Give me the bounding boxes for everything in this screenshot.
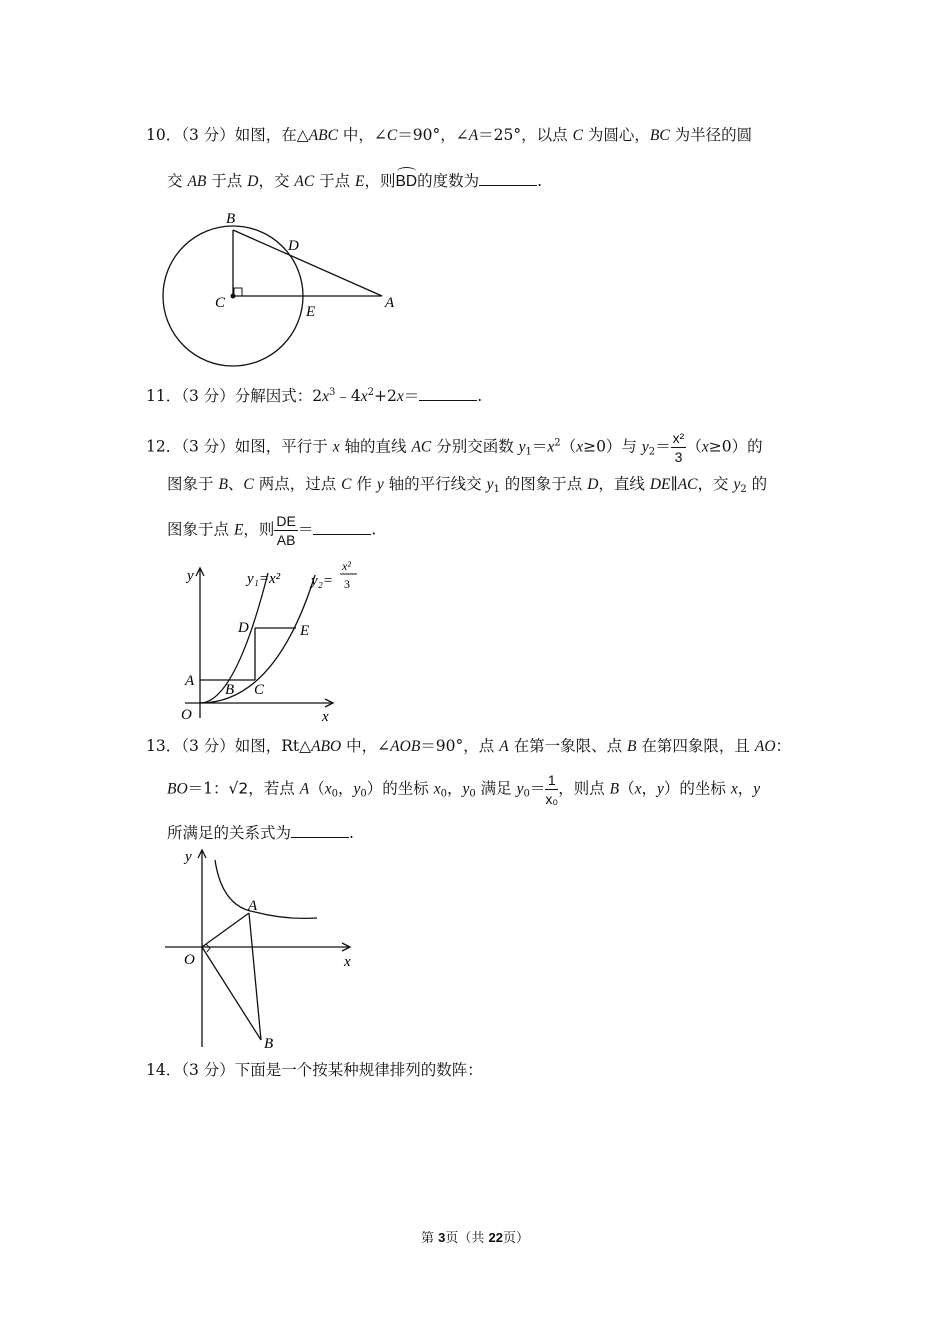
- label-c: C: [215, 295, 226, 311]
- q13-figure-hyperbola: [160, 842, 360, 1052]
- label-x: x: [344, 954, 351, 970]
- q12-line-2: 图象于 B、C 两点，过点 C 作 y 轴的平行线交 $y_1$ 的图象于点 D，直线 DE∥AC，交 $y_2$ 的: [167, 475, 768, 495]
- page-number: 3: [438, 1230, 446, 1245]
- label-a: A: [385, 295, 395, 311]
- fraction-de-over-ab: $\frac{DE}{AB}$: [276, 513, 296, 548]
- label-o: O: [184, 952, 195, 968]
- curve-hyperbola: [215, 860, 317, 918]
- label-e: E: [300, 623, 310, 639]
- label-e: E: [306, 304, 316, 320]
- fraction-x2-over-3: $\frac{\text{x²}}{3}$: [672, 430, 685, 465]
- segment-ab: [249, 913, 261, 1040]
- label-d: D: [238, 620, 249, 636]
- arc-bd: BD: [396, 171, 418, 193]
- page-total: 22: [488, 1230, 503, 1245]
- q10-figure-circle: [155, 205, 415, 375]
- sqrt-2: √2: [228, 779, 249, 798]
- page-footer: 第 3页（共 22页）: [421, 1230, 529, 1246]
- q11-line: 11．（3 分）分解因式：$2x^3﹣4x^2+2x=$ .: [146, 387, 483, 405]
- answer-blank[interactable]: [291, 823, 349, 838]
- label-y1-eq: y₁=x²: [247, 571, 281, 587]
- label-c: C: [254, 682, 265, 698]
- label-y: y: [185, 849, 192, 865]
- q10-line-1: 10．（3 分）如图，在△ABC 中，∠C＝90°，∠A＝25°，以点 C 为圆心，BC 为半径的圆: [146, 126, 753, 144]
- answer-blank[interactable]: [479, 171, 537, 186]
- segment-ob: [202, 947, 261, 1040]
- label-a: A: [185, 673, 195, 689]
- q12-line-3: 图象于点 E，则 $\frac{DE}{AB}$ ＝ .: [167, 513, 377, 548]
- label-a: A: [248, 898, 258, 914]
- center-dot: [231, 294, 236, 299]
- answer-blank[interactable]: [419, 386, 477, 401]
- right-angle-mark: [234, 288, 242, 296]
- q12-line-1: 12．（3 分）如图，平行于 x 轴的直线 AC 分别交函数 $y_1=x^2(x\ge 0)$与 $y_2=$ $\frac{\text{x²}}{3}$ （x≥0）的: [146, 430, 763, 465]
- label-b: B: [226, 211, 236, 227]
- label-x: x: [322, 709, 329, 725]
- right-angle-mark: [206, 944, 210, 952]
- label-o: O: [181, 707, 192, 723]
- label-d: D: [288, 238, 299, 254]
- q14-line: 14．（3 分）下面是一个按某种规律排列的数阵：: [146, 1061, 483, 1079]
- label-b: B: [225, 682, 235, 698]
- label-y2-eq: y₂=: [311, 573, 333, 589]
- segment-oa: [202, 913, 249, 947]
- label-y2-den: 3: [344, 577, 350, 591]
- q13-line-1: 13．（3 分）如图，Rt△ABO 中，∠AOB＝90°，点 A 在第一象限、点 B 在第四象限，且 AO：: [146, 737, 792, 755]
- label-y2-num: x²: [342, 559, 351, 573]
- label-b: B: [264, 1036, 274, 1052]
- q13-line-2: BO＝1：√2，若点 $A(x_0$，$y_0$）的坐标 $x_0$，$y_0$ 满足 $y_0=$ $\frac{1}{\text{x₀}}$ ，则点 B（x，y）的坐标 x，y: [167, 772, 761, 807]
- q10-line-2: 交 AB 于点 D，交 AC 于点 E，则BD的度数为 .: [167, 170, 542, 193]
- q13-line-3: 所满足的关系式为 .: [167, 824, 354, 842]
- segment-ba: [233, 230, 382, 296]
- label-y: y: [187, 568, 194, 584]
- q12-figure-parabolas: [175, 553, 375, 725]
- fraction-1-over-x0: $\frac{1}{\text{x₀}}$: [545, 772, 559, 807]
- answer-blank[interactable]: [313, 520, 371, 535]
